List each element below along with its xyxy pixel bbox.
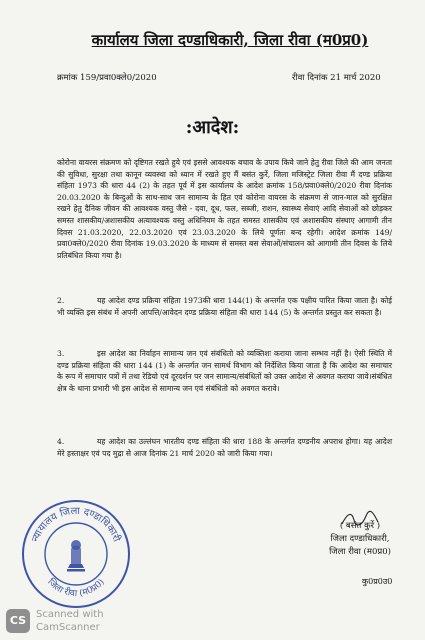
paragraph-3	[57, 348, 392, 394]
order-heading: :आदेश:	[185, 117, 240, 138]
signatory-designation: जिला दण्डाधिकारी,	[330, 534, 390, 544]
seal-bottom-text: जिला रीवा (म0प्र0)	[45, 577, 107, 600]
paragraph-2-text: यह आदेश दण्ड प्रक्रिया संहिता 1973की धारा 144(1) के अन्तर्गत एक पक्षीय पारित किया जाता है। कोई भी व्यक्ति इस संबंध में अपनी आपत्ति/आवेदन दण्ड प्रक्रिया संहिता की धारा 144 (5) के अन्तर्गत प्रस्तुत कर सकता है।	[57, 296, 392, 317]
paragraph-4-text: यह आदेश का उल्लंघन भारतीय दण्ड संहिता की धारा 188 के अन्तर्गत दण्डनीय अपराध होगा। यह आदेश मेरे हस्ताक्षर एवं पद मुद्रा से आज दिनांक 21 मार्च 2020 को जारी किया गया।	[57, 437, 392, 458]
signature-block	[300, 520, 420, 559]
national-emblem-icon	[67, 540, 85, 572]
paragraph-4	[57, 436, 392, 459]
svg-text:जिला रीवा (म0प्र0)	[45, 576, 107, 599]
signatory-name: ( बसंत कुर्रे )	[339, 521, 381, 531]
camscanner-logo-icon: CS	[6, 609, 30, 633]
office-title: कार्यालय जिला दण्डाधिकारी, जिला रीवा (म0प्र0)	[91, 31, 369, 49]
letterhead	[80, 30, 380, 50]
paragraph-2	[57, 295, 392, 318]
paragraph-1	[57, 157, 392, 261]
official-seal	[20, 498, 132, 610]
letter-number: क्रमांक 159/प्रवा0क्ले0/2020	[57, 73, 157, 83]
paragraph-1-text: कोरोना वायरस संक्रमण को दृष्टिगत रखते हुये एवं इससे आवश्यक बचाव के उपाय किये जाने हेतु रीवा जिले की आम जनता की सुविधा, सुरक्षा तथा कानून व्यवस्था को ध्यान में रखते हुए मैं बसंत कुर्रे, जिला मजिस्ट्रेट जिला रीवा मैं दण्ड प्रक्रिया संहिता 1973 की धारा 44 (2) के तहत पूर्व में इस कार्यालय के आदेश क्रमांक 158/प्रवा0क्ले0/2020 रीवा दिनांक 20.03.2020 के बिन्दुओं के साथ-साथ जन सामान्य के हित एवं कोरोना वायरस के संक्रमण से जान-माल को सुरक्षित रखने हेतु दैनिक जीवन की आवश्यक वस्तु जैसे - दवा, दूध, फल, सब्जी, राशन, स्वास्थ्य सेवाएं आदि सेवाओं को छोड़कर समस्त शासकीय/अशासकीय अत्यावश्यक वस्तु अधिनियम के तहत समस्त शासकीय एवं अशासकीय संस्थाए आगामी तीन दिवस 21.03.2020, 22.03.2020 एवं 23.03.2020 के लिये पूर्णतः बन्द रहेगी। आदेश क्रमांक 149/प्रवा0क्ले0/2020 रीवा दिनांक 19.03.2020 के माध्यम से समस्त बस सेवाओं/संचालन को आगामी तीन दिवस के लिये प्रतिबंधित किया गया है।	[57, 158, 392, 260]
seal-top-text: न्यायालय जिला दण्डाधिकारी	[30, 505, 122, 544]
scanner-watermark	[6, 606, 136, 636]
paragraph-number: 2.	[57, 296, 65, 305]
watermark-line-1: Scanned with	[36, 609, 104, 620]
paragraph-number: 4.	[57, 437, 65, 446]
paragraph-3-text: इस आदेश का निर्वाहन सामान्य जन एवं संबंधितो को व्यक्तिशः कराया जाना सम्भव नहीं है। ऐसी स्थिति में दण्ड प्रक्रिया संहिता की धारा 144 (1) के अन्तर्गत जन सामर्थ विभाग को निर्देशित किया जाता है कि आदेश का समाचार के रूप में समाचार पत्रों में तथा रेडियो एवं दूरदर्शन पर जन सामान्य/संबंधितों को उक्त आदेश से अवगत कराया जावे।संबंधित क्षेत्र के थाना प्रभारी भी इस आदेश से सामान्य जन एवं संबंधितो को अवगत करावे।	[57, 349, 392, 393]
signatory-district: जिला रीवा (म0प्र0)	[329, 547, 391, 557]
letter-date: रीवा दिनांक 21 मार्च 2020	[292, 73, 381, 83]
paragraph-number: 3.	[57, 349, 65, 358]
dispatch-mark: कु0प्र0उ0	[362, 577, 393, 586]
watermark-line-2: CamScanner	[36, 622, 100, 633]
